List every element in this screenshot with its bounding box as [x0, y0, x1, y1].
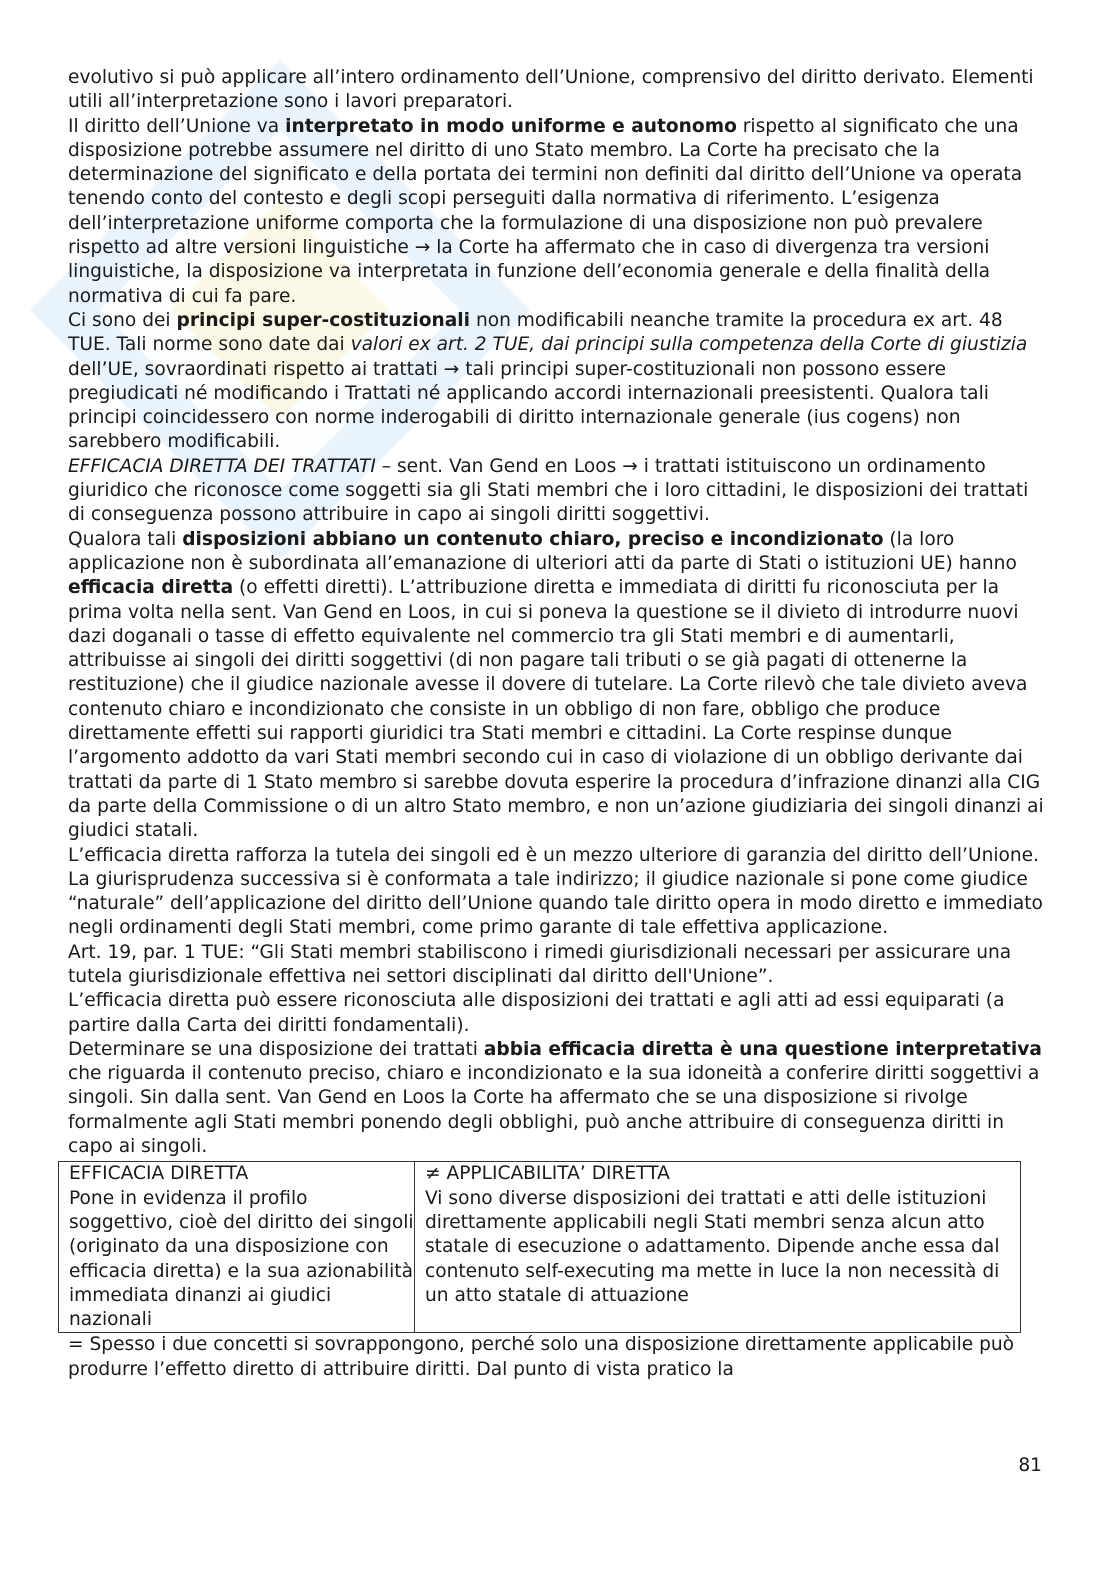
bold-text: disposizioni abbiano un contenuto chiaro, preciso e incondizionato: [182, 528, 884, 550]
paragraph: Il diritto dell’Unione va interpretato in modo uniforme e autonomo rispetto al significato che una disposizione potrebbe assumere nel diritto di uno Stato membro. La Corte ha precisato che la determinazione del significato e della portata dei termini non definiti dal diritto dell’Unione va operata tenendo conto del contesto e degli scopi perseguiti dalla normativa di riferimento. L’esigenza dell’interpretazione uniforme comporta che la formulazione di una disposizione non può prevalere rispetto ad altre versioni linguistiche → la Corte ha affermato che in caso di divergenza tra versioni linguistiche, la disposizione va interpretata in funzione dell’economia generale e della finalità della normativa di cui fa pare.: [68, 115, 1023, 307]
section-heading: EFFICACIA DIRETTA DEI TRATTATI: [68, 455, 376, 477]
table-row: [59, 1162, 1021, 1333]
paragraph: Ci sono dei principi super-costituzionali non modificabili neanche tramite la procedura ex art. 48 TUE. Tali norme sono date dai valori ex art. 2 TUE, dai principi sulla competenza della Corte di giustizia dell’UE, sovraordinati rispetto ai trattati → tali principi super-costituzionali non possono essere pregiudicati né modificando i Trattati né applicando accordi internazionali preesistenti. Qualora tali principi coincidessero con norme inderogabili di diritto internazionale generale (ius cogens) non sarebbero modificabili.: [68, 309, 1028, 453]
cell-title: EFFICACIA DIRETTA: [69, 1163, 249, 1185]
arrow-icon: →: [414, 237, 431, 259]
table-cell-applicabilita-diretta: [415, 1162, 1021, 1333]
paragraph: Art. 19, par. 1 TUE: “Gli Stati membri stabiliscono i rimedi giurisdizionali necessari per assicurare una tutela giurisdizionale effettiva nei settori disciplinati dal diritto dell'Unione”.: [68, 941, 1012, 987]
document-page: [68, 66, 1048, 1382]
bold-text: abbia efficacia diretta è una questione interpretativa: [483, 1038, 1042, 1060]
paragraph: Qualora tali disposizioni abbiano un contenuto chiaro, preciso e incondizionato (la loro applicazione non è subordinata all’emanazione di ulteriori atti da parte di Stati o istituzioni UE) hanno efficacia diretta (o effetti diretti). L’attribuzione diretta e immediata di diritti fu riconosciuta per la prima volta nella sent. Van Gend en Loos, in cui si poneva la questione se il divieto di introdurre nuovi dazi doganali o tasse di effetto equivalente nel commercio tra gli Stati membri e di aumentarli, attribuisse ai singoli dei diritti soggettivi (di non pagare tali tributi o se già pagati di ottenerne la restituzione) che il giudice nazionale avesse il dovere di tutelare. La Corte rilevò che tale divieto aveva contenuto chiaro e incondizionato che consiste in un obbligo di non fare, obbligo che produce direttamente effetti sui rapporti giuridici tra Stati membri e cittadini. La Corte respinse dunque l’argomento addotto da vari Stati membri secondo cui in caso di violazione di un obbligo derivante dai trattati da parte di 1 Stato membro si sarebbe dovuta esperire la procedura d’infrazione dinanzi alla CIG da parte della Commissione o di un altro Stato membro, e non un’azione giudiziaria dei singoli dinanzi ai giudici statali.: [68, 528, 1044, 842]
paragraph: evolutivo si può applicare all’intero ordinamento dell’Unione, comprensivo del diritto derivato. Elementi utili all’interpretazione sono i lavori preparatori.: [68, 67, 1034, 113]
paragraph: Determinare se una disposizione dei trattati abbia efficacia diretta è una questione interpretativa che riguarda il contenuto preciso, chiaro e incondizionato e la sua idoneità a conferire diritti soggettivi a singoli. Sin dalla sent. Van Gend en Loos la Corte ha affermato che se una disposizione si rivolge formalmente agli Stati membri ponendo degli obblighi, può anche attribuire di conseguenza diritti in capo ai singoli.: [68, 1038, 1042, 1158]
bold-text: efficacia diretta: [68, 577, 234, 599]
bold-text: principi super-costituzionali: [176, 309, 471, 331]
comparison-table: [58, 1161, 1021, 1333]
cell-body: Vi sono diverse disposizioni dei trattati e atti delle istituzioni direttamente applicabili negli Stati membri senza alcun atto statale di esecuzione o adattamento. Dipende anche essa dal contenuto self-executing ma mette in luce la non necessità di un atto statale di attuazione: [425, 1187, 1000, 1306]
arrow-icon: →: [443, 358, 460, 380]
arrow-icon: →: [622, 455, 638, 477]
page-number: 81: [1018, 1455, 1042, 1476]
paragraph: = Spesso i due concetti si sovrappongono, perché solo una disposizione direttamente applicabile può produrre l’effetto diretto di attribuire diritti. Dal punto di vista pratico la: [68, 1334, 1015, 1380]
paragraph: L’efficacia diretta rafforza la tutela dei singoli ed è un mezzo ulteriore di garanzia del diritto dell’Unione. La giurisprudenza successiva si è conformata a tale indirizzo; il giudice nazionale si pone come giudice “naturale” dell’applicazione del diritto dell’Unione quando tale diritto opera in modo diretto e immediato negli ordinamenti degli Stati membri, come primo garante di tale effettiva applicazione.: [68, 844, 1043, 939]
bold-text: interpretato in modo uniforme e autonomo: [285, 115, 737, 137]
cell-body: Pone in evidenza il profilo soggettivo, cioè del diritto dei singoli (originato da una disposizione con efficacia diretta) e la sua azionabilità immediata dinanzi ai giudici nazionali: [69, 1187, 414, 1331]
paragraph: L’efficacia diretta può essere riconosciuta alle disposizioni dei trattati e agli atti ad essi equiparati (a partire dalla Carta dei diritti fondamentali).: [68, 990, 1005, 1036]
cell-title: ≠ APPLICABILITA’ DIRETTA: [425, 1163, 670, 1185]
table-cell-efficacia-diretta: [59, 1162, 415, 1333]
italic-text: valori ex art. 2 TUE, dai principi sulla competenza della Corte di giustizia: [350, 334, 1028, 356]
paragraph: EFFICACIA DIRETTA DEI TRATTATI – sent. Van Gend en Loos → i trattati istituiscono un ordinamento giuridico che riconosce come soggetti sia gli Stati membri che i loro cittadini, le disposizioni dei trattati di conseguenza possono attribuire in capo ai singoli diritti soggettivi.: [68, 455, 1029, 526]
